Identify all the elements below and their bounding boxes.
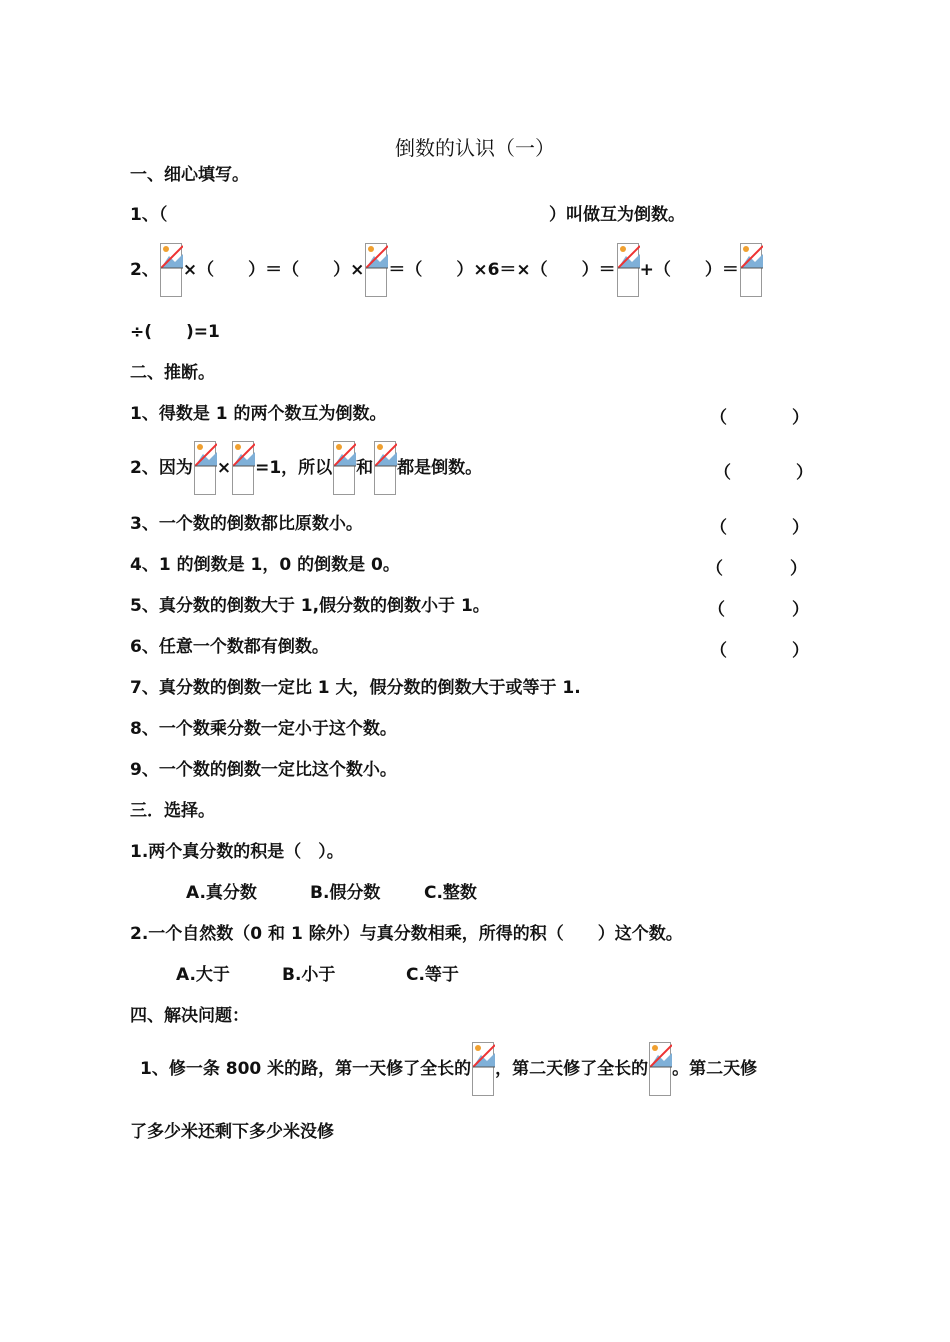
s4-q1-text-a: 1、修一条 800 米的路，第一天修了全长的 <box>140 1059 472 1079</box>
s2-item-1: 1、得数是 1 的两个数互为倒数。 <box>130 404 387 424</box>
broken-image-icon <box>333 441 355 495</box>
s2-item-9: 9、一个数的倒数一定比这个数小。 <box>130 760 397 780</box>
s2-q2-text-e: 都是倒数。 <box>397 458 483 478</box>
broken-image-icon <box>365 243 387 297</box>
s2-item-5: 5、真分数的倒数大于 1,假分数的倒数小于 1。 <box>130 596 490 616</box>
section-3-heading: 三．选择。 <box>130 801 215 821</box>
s4-q1-text-c: 。第二天修 <box>672 1059 758 1079</box>
s3-q2-option-a: A.大于 <box>176 965 230 985</box>
section-2-heading: 二、推断。 <box>130 363 215 383</box>
answer-paren-close: ） <box>796 463 813 483</box>
s3-q2-option-b: B.小于 <box>282 965 336 985</box>
s1-q2-part3: +（ ）＝ <box>639 260 739 280</box>
s2-q2-text-c: =1，所以 <box>255 458 333 478</box>
s1-q2-number: 2、 <box>130 260 159 280</box>
answer-paren-open: （ <box>710 518 727 538</box>
answer-paren-open: （ <box>706 559 723 579</box>
answer-paren-open: （ <box>714 463 731 483</box>
page-title: 倒数的认识（一） <box>395 136 555 160</box>
s2-item-4: 4、1 的倒数是 1，0 的倒数是 0。 <box>130 555 400 575</box>
s2-q2-text-b: × <box>216 458 232 478</box>
s4-q1-text-b: ，第二天修了全长的 <box>495 1059 649 1079</box>
answer-paren-open: （ <box>708 600 725 620</box>
answer-paren-open: （ <box>710 641 727 661</box>
s1-q2-continuation: ÷( )=1 <box>130 322 220 342</box>
s2-q2-text-d: 和 <box>356 458 374 478</box>
s2-item-6: 6、任意一个数都有倒数。 <box>130 637 329 657</box>
s3-q1-option-c: C.整数 <box>424 883 477 903</box>
s4-q1-continuation: 了多少米还剩下多少米没修 <box>130 1122 334 1142</box>
s3-q2: 2.一个自然数（0 和 1 除外）与真分数相乘，所得的积（ ）这个数。 <box>130 924 683 944</box>
s2-q2-text-a: 2、因为 <box>130 458 193 478</box>
answer-paren-close: ） <box>792 600 809 620</box>
s3-q1: 1.两个真分数的积是（ ）。 <box>130 842 344 862</box>
broken-image-icon <box>374 441 396 495</box>
answer-paren-open: （ <box>710 408 727 428</box>
s3-q1-option-a: A.真分数 <box>186 883 257 903</box>
s3-q1-option-b: B.假分数 <box>310 883 381 903</box>
s2-item-3: 3、一个数的倒数都比原数小。 <box>130 514 363 534</box>
broken-image-icon <box>194 441 216 495</box>
broken-image-icon <box>232 441 254 495</box>
answer-paren-close: ） <box>792 408 809 428</box>
s3-q2-option-c: C.等于 <box>406 965 459 985</box>
s2-item-2 <box>130 440 482 496</box>
s1-q2 <box>130 242 763 298</box>
broken-image-icon <box>740 243 762 297</box>
broken-image-icon <box>617 243 639 297</box>
s2-item-7: 7、真分数的倒数一定比 1 大，假分数的倒数大于或等于 1. <box>130 678 581 698</box>
answer-paren-close: ） <box>790 559 807 579</box>
answer-paren-close: ） <box>792 518 809 538</box>
broken-image-icon <box>472 1042 494 1096</box>
s1-q1-end: ）叫做互为倒数。 <box>549 205 685 225</box>
s4-q1 <box>140 1041 757 1097</box>
broken-image-icon <box>649 1042 671 1096</box>
section-4-heading: 四、解决问题： <box>130 1006 249 1026</box>
answer-paren-close: ） <box>792 641 809 661</box>
s1-q1-start: 1、（ <box>130 205 168 225</box>
section-1-heading: 一、细心填写。 <box>130 165 249 185</box>
s2-item-8: 8、一个数乘分数一定小于这个数。 <box>130 719 397 739</box>
broken-image-icon <box>160 243 182 297</box>
s1-q2-part1: ×（ ）＝（ ）× <box>182 260 365 280</box>
s1-q2-part2: ＝（ ）×6＝×（ ）＝ <box>388 260 616 280</box>
